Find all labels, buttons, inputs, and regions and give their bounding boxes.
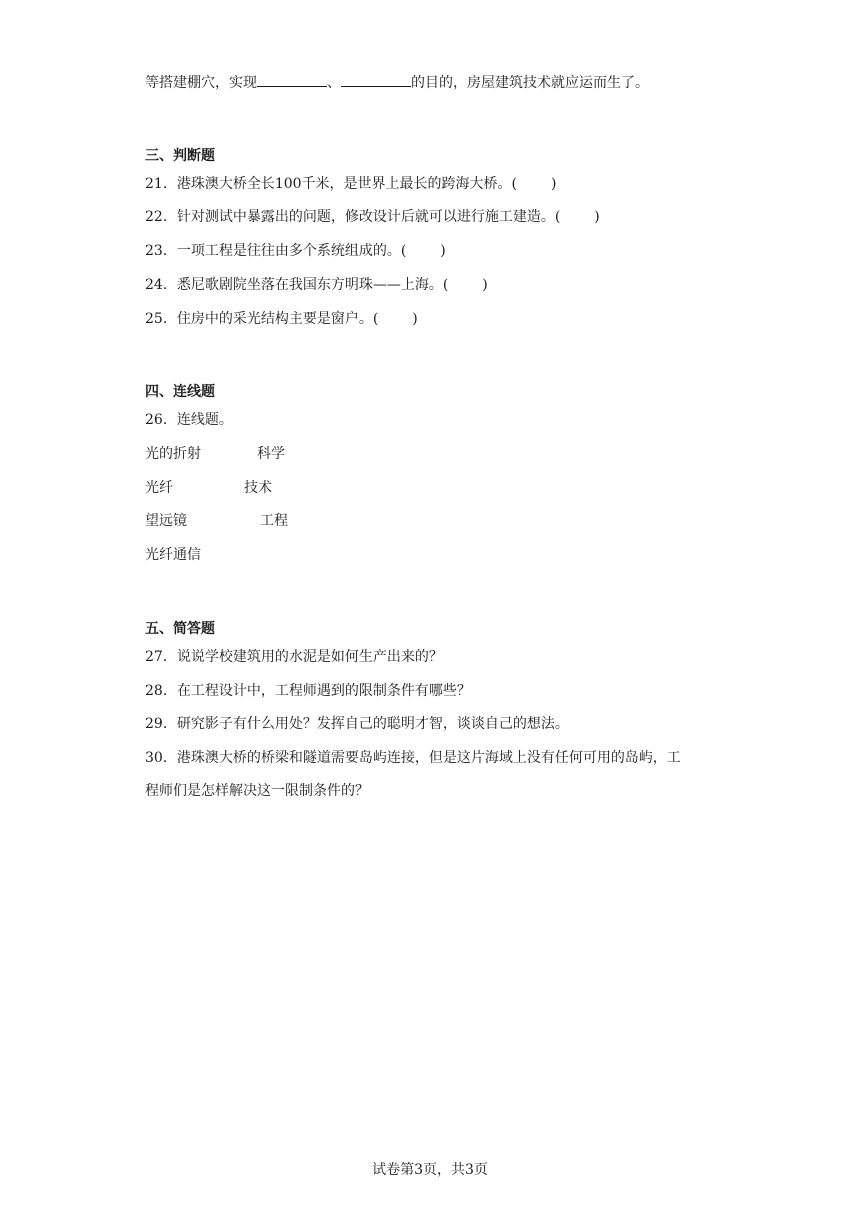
question-text: 22．针对测试中暴露出的问题，修改设计后就可以进行施工建造。 bbox=[145, 209, 555, 225]
match-left-item[interactable]: 光的折射 bbox=[145, 446, 201, 462]
answer-blank-2[interactable] bbox=[341, 72, 411, 87]
page-footer: 试卷第3页，共3页 bbox=[372, 1162, 488, 1178]
answer-paren-open: ( bbox=[400, 243, 407, 259]
answer-paren-close: ) bbox=[412, 311, 418, 327]
answer-paren-close: ) bbox=[440, 243, 446, 259]
intro-text-2: 的目的，房屋建筑技术就应运而生了。 bbox=[411, 75, 649, 91]
answer-paren-close: ) bbox=[594, 209, 600, 225]
match-right-item[interactable]: 工程 bbox=[260, 513, 288, 529]
answer-paren-close: ) bbox=[482, 277, 488, 293]
question-text-continued: 程师们是怎样解决这一限制条件的？ bbox=[145, 783, 369, 799]
question-text: 23．一项工程是往往由多个系统组成的。 bbox=[145, 243, 401, 259]
question-text: 26．连线题。 bbox=[145, 412, 233, 428]
judgement-item bbox=[145, 241, 446, 261]
question-text: 27．说说学校建筑用的水泥是如何生产出来的？ bbox=[145, 649, 443, 665]
match-right-item[interactable]: 技术 bbox=[244, 480, 272, 496]
question-text: 30．港珠澳大桥的桥梁和隧道需要岛屿连接，但是这片海域上没有任何可用的岛屿，工 bbox=[145, 750, 681, 766]
judgement-item bbox=[145, 174, 556, 194]
match-right-item[interactable]: 科学 bbox=[257, 446, 285, 462]
answer-paren-open: ( bbox=[372, 311, 379, 327]
question-text: 21．港珠澳大桥全长100千米，是世界上最长的跨海大桥。 bbox=[145, 176, 512, 192]
judgement-item bbox=[145, 309, 418, 329]
section-heading-short-answer: 五、简答题 bbox=[145, 621, 215, 637]
section-heading-judgement: 三、判断题 bbox=[145, 148, 215, 164]
question-text: 29．研究影子有什么用处？发挥自己的聪明才智，谈谈自己的想法。 bbox=[145, 716, 569, 732]
question-text: 25．住房中的采光结构主要是窗户。 bbox=[145, 311, 373, 327]
intro-text-1: 等搭建棚穴，实现 bbox=[145, 75, 257, 91]
judgement-item bbox=[145, 275, 488, 295]
answer-paren-open: ( bbox=[511, 176, 518, 192]
match-left-item[interactable]: 光纤 bbox=[145, 480, 173, 496]
question-text: 28．在工程设计中，工程师遇到的限制条件有哪些？ bbox=[145, 683, 471, 699]
match-left-item[interactable]: 光纤通信 bbox=[145, 547, 201, 563]
answer-blank-1[interactable] bbox=[257, 72, 327, 87]
section-heading-matching: 四、连线题 bbox=[145, 384, 215, 400]
question-text: 24．悉尼歌剧院坐落在我国东方明珠——上海。 bbox=[145, 277, 443, 293]
answer-paren-close: ) bbox=[551, 176, 557, 192]
intro-line bbox=[145, 72, 649, 93]
match-left-item[interactable]: 望远镜 bbox=[145, 513, 187, 529]
judgement-item bbox=[145, 207, 600, 227]
answer-paren-open: ( bbox=[442, 277, 449, 293]
answer-paren-open: ( bbox=[554, 209, 561, 225]
intro-separator: 、 bbox=[327, 75, 341, 91]
